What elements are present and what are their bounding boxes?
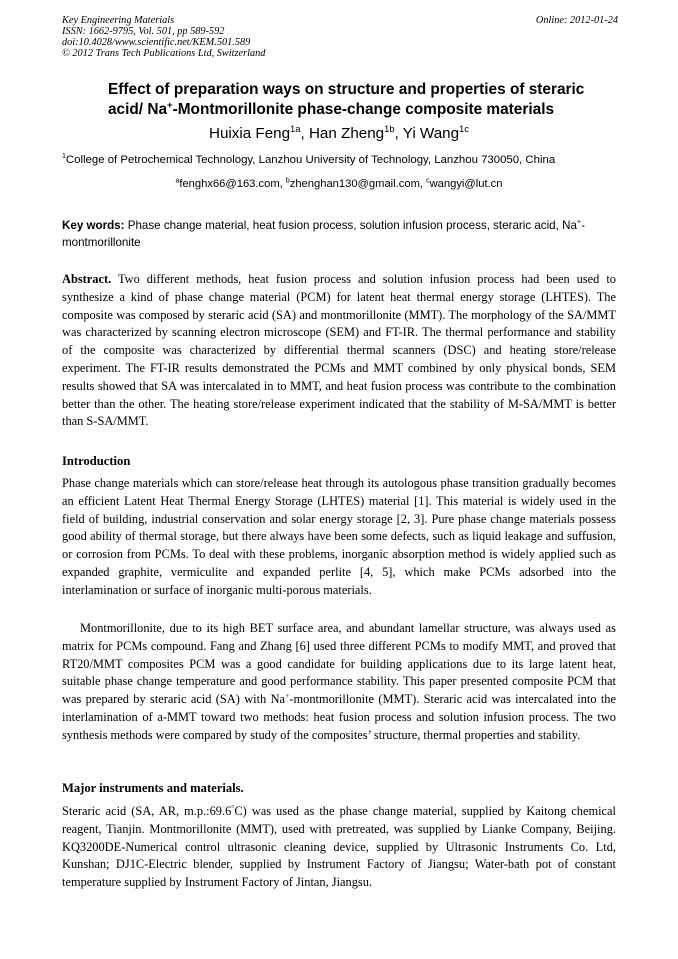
intro-p2-sup: + bbox=[285, 691, 290, 701]
author-name: Yi Wang bbox=[402, 125, 460, 142]
abstract-label: Abstract. bbox=[62, 272, 112, 286]
email-sup: c bbox=[426, 177, 430, 185]
online-date: Online: 2012-01-24 bbox=[535, 15, 618, 26]
keywords bbox=[62, 217, 616, 251]
introduction-paragraph-2 bbox=[62, 620, 616, 745]
author-affil-sup: 1c bbox=[459, 122, 469, 134]
affiliation bbox=[62, 152, 622, 168]
title-superscript: + bbox=[167, 99, 173, 111]
title-line-2-text: acid/ Na bbox=[108, 101, 168, 118]
introduction-heading: Introduction bbox=[62, 454, 131, 468]
title-line-2 bbox=[108, 100, 628, 120]
abstract-text: Two different methods, heat fusion process and solution infusion process had been used to synthesize a kind of phase change material (PCM) for latent heat thermal energy storage (LHTES). The composite was composed by steraric acid (SA) and montmorillonite (MMT). The morphology of the SA/MMT was characterized by scanning electron microscope (SEM) and FT-IR. The thermal performance and stability of the composite was characterized by differential thermal scanners (DSC) and heating store/release experiment. The FT-IR results demonstrated the PCMs and MMT combined by only physical bonds, SEM results showed that SA was intercalated in to MMT, and heat fusion process was contribute to the combination better than the other. The heating store/release experiment indicated that the stability of M-SA/MMT is better than S-SA/MMT. bbox=[62, 272, 616, 429]
email-sup: a bbox=[175, 177, 180, 185]
author-name: Huixia Feng bbox=[209, 125, 291, 142]
author-affil-sup: 1b bbox=[384, 122, 395, 134]
abstract bbox=[62, 271, 616, 431]
author-name: Han Zheng bbox=[308, 125, 385, 142]
materials-heading: Major instruments and materials. bbox=[62, 781, 244, 795]
paper-title bbox=[108, 80, 628, 120]
email-sep: , bbox=[279, 178, 286, 190]
introduction-paragraph-1: Phase change materials which can store/release heat through its autologous phase transition gradually becomes an efficient Latent Heat Thermal Energy Storage (LHTES) material [1]. This material is widely used in the field of building, industrial conservation and solar energy storage [2, 3]. Pure phase change materials possess good ability of thermal storage, but there always have been some defects, such as liquid leakage and suffusion, or corrosion from PCMs. To deal with these problems, inorganic absorption method is widely applied such as expanded graphite, vermiculite and expanded perlite [4, 5], which make PCMs adsorbed into the interlamination or surface of inorganic multi-porous materials. bbox=[62, 476, 616, 597]
author-sep: , bbox=[394, 125, 403, 142]
keywords-label: Key words: bbox=[62, 219, 125, 232]
journal-name: Key Engineering Materials bbox=[62, 15, 175, 26]
author-affil-sup: 1a bbox=[290, 122, 301, 134]
intro-p2-text-end: -montmorillonite (MMT). Steraric acid was intercalated into the interlamination of a-MMT toward two methods: heat fusion process and solution infusion process. The two synthesis methods were compared by study of the composites’ structure, thermal properties and stability. bbox=[62, 692, 616, 742]
author-list bbox=[0, 124, 678, 144]
email-sep: , bbox=[419, 178, 427, 190]
email-list bbox=[0, 176, 678, 192]
author-sep: , bbox=[300, 125, 309, 142]
materials-paragraph bbox=[62, 803, 616, 892]
issn-line: ISSN: 1662-9795, Vol. 501, pp 589-592 bbox=[62, 26, 225, 37]
journal-header bbox=[62, 15, 618, 59]
title-line-1: Effect of preparation ways on structure and properties of steraric bbox=[108, 81, 585, 98]
affiliation-sup: 1 bbox=[62, 153, 66, 161]
materials-sup: ° bbox=[231, 802, 235, 812]
doi-line: doi:10.4028/www.scientific.net/KEM.501.589 bbox=[62, 37, 251, 48]
copyright-line: © 2012 Trans Tech Publications Ltd, Switzerland bbox=[62, 48, 266, 59]
email-address[interactable]: zhenghan130@gmail.com bbox=[289, 178, 420, 190]
materials-text: Steraric acid (SA, AR, m.p.:69.6 bbox=[62, 804, 232, 818]
keywords-text-end: -montmorillonite bbox=[62, 219, 585, 249]
email-address[interactable]: wangyi@lut.cn bbox=[429, 178, 503, 190]
email-sup: b bbox=[285, 177, 290, 185]
keywords-sup: + bbox=[576, 217, 582, 227]
affiliation-text: College of Petrochemical Technology, Lanzhou University of Technology, Lanzhou 730050, China bbox=[65, 154, 556, 166]
title-line-2-rest: -Montmorillonite phase-change composite materials bbox=[172, 101, 555, 118]
email-address[interactable]: fenghx66@163.com bbox=[179, 178, 280, 190]
intro-p2-text: Montmorillonite, due to its high BET surface area, and abundant lamellar structure, was always used as matrix for PCMs compound. Fang and Zhang [6] used three different PCMs to modify MMT, and proved that RT20/MMT composites PCM was a good candidate for building applications due to its large latent heat, suitable phase change temperature and good performance stability. This paper presented composite PCM that was prepared by steraric acid (SA) with Na bbox=[62, 621, 616, 707]
materials-text-end: C) was used as the phase change material, supplied by Kaitong chemical reagent, Tianjin. Montmorillonite (MMT), used with pretreated, was supplied by Lianke Company, Beijing. KQ3200DE-Numerical control ultrasonic cleaning device, supplied by Ultrasonic Instruments Co. Ltd, Kunshan; DJ1C-Electric blender, supplied by Instrument Factory of Jiangsu; Water-bath pot of constant temperature supplied by Instrument Factory of Jintan, Jiangsu. bbox=[62, 804, 616, 890]
keywords-text: Phase change material, heat fusion process, solution infusion process, steraric acid, Na bbox=[124, 219, 577, 232]
